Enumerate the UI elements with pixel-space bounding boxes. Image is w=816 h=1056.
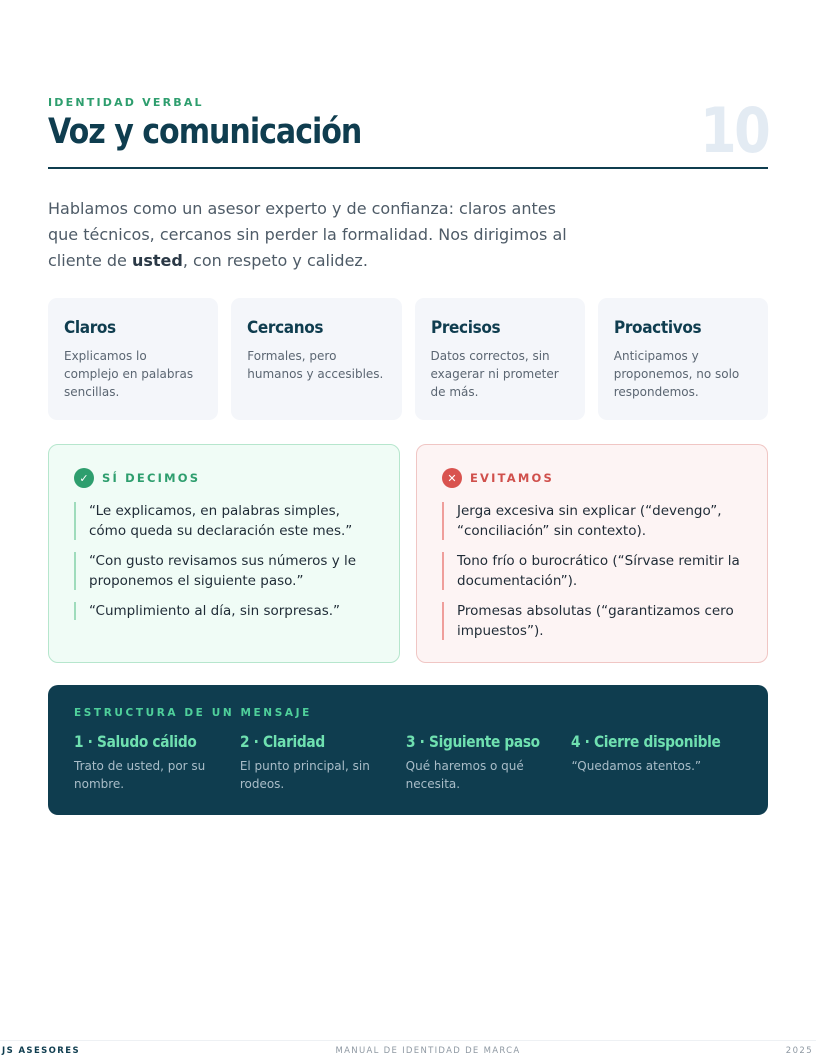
step-title: 1 · Saludo cálido — [74, 732, 197, 751]
pillar-card-claros — [48, 298, 218, 420]
step-title: 3 · Siguiente paso — [405, 732, 540, 751]
footer-year: 2025 — [785, 1046, 813, 1056]
step-description: Trato de usted, por su nombre. — [74, 759, 206, 791]
structure-label: ESTRUCTURA DE UN MENSAJE — [74, 707, 312, 719]
do-say-list — [74, 501, 374, 621]
list-item: “Cumplimiento al día, sin sorpresas.” — [74, 601, 374, 621]
do-say-label: SÍ DECIMOS — [102, 471, 201, 485]
step-3 — [406, 732, 572, 793]
avoid-box — [416, 444, 768, 663]
step-title: 4 · Cierre disponible — [571, 732, 721, 751]
section-eyebrow: IDENTIDAD VERBAL — [48, 96, 204, 109]
step-1 — [74, 732, 240, 793]
avoid-list — [442, 501, 742, 641]
message-structure-panel — [48, 685, 768, 815]
page-title: Voz y comunicación — [48, 112, 362, 152]
list-item: Promesas absolutas (“garantizamos cero impuestos”). — [442, 601, 742, 641]
page-footer — [0, 1046, 816, 1056]
intro-emphasis: usted — [131, 251, 183, 270]
step-4 — [571, 732, 742, 793]
step-2 — [240, 732, 406, 793]
voice-pillars — [48, 298, 768, 420]
list-item: “Le explicamos, en palabras simples, cómo queda su declaración este mes.” — [74, 501, 374, 541]
pillar-description: Explicamos lo complejo en palabras sencillas. — [64, 349, 194, 399]
pillar-title: Proactivos — [613, 318, 701, 338]
do-say-header — [74, 468, 374, 488]
intro-text-after: , con respeto y calidez. — [182, 251, 368, 270]
avoid-label: EVITAMOS — [470, 471, 554, 485]
list-item: “Con gusto revisamos sus números y le proponemos el siguiente paso.” — [74, 551, 374, 591]
pillar-card-cercanos — [231, 298, 401, 420]
footer-divider — [0, 1040, 816, 1041]
step-description: “Quedamos atentos.” — [571, 759, 702, 773]
title-divider — [48, 167, 768, 169]
pillar-card-proactivos — [598, 298, 768, 420]
step-description: El punto principal, sin rodeos. — [239, 759, 370, 791]
structure-steps — [74, 732, 742, 793]
pillar-title: Cercanos — [247, 318, 324, 338]
pillar-description: Anticipamos y proponemos, no solo respondemos. — [613, 349, 740, 399]
do-say-box — [48, 444, 400, 663]
page-number: 10 — [699, 94, 768, 167]
pillar-title: Precisos — [430, 318, 500, 338]
intro-paragraph — [48, 196, 568, 274]
list-item: Tono frío o burocrático (“Sírvase remitir la documentación”). — [442, 551, 742, 591]
step-description: Qué haremos o qué necesita. — [405, 759, 524, 791]
pillar-description: Formales, pero humanos y accesibles. — [247, 349, 384, 381]
avoid-header — [442, 468, 742, 488]
intro-text-before: Hablamos como un asesor experto y de confianza: claros antes que técnicos, cercanos sin perder la formalidad. Nos dirigimos al cliente de — [48, 199, 567, 270]
page — [48, 0, 768, 1056]
step-title: 2 · Claridad — [239, 732, 325, 751]
footer-document-title: MANUAL DE IDENTIDAD DE MARCA — [335, 1046, 521, 1056]
pillar-description: Datos correctos, sin exagerar ni prometer de más. — [430, 349, 559, 399]
list-item: Jerga excesiva sin explicar (“devengo”, “conciliación” sin contexto). — [442, 501, 742, 541]
check-icon: ✓ — [74, 468, 94, 488]
pillar-card-precisos — [415, 298, 585, 420]
pillar-title: Claros — [64, 318, 116, 338]
footer-brand: JS ASESORES — [2, 1046, 80, 1056]
close-icon: ✕ — [442, 468, 462, 488]
